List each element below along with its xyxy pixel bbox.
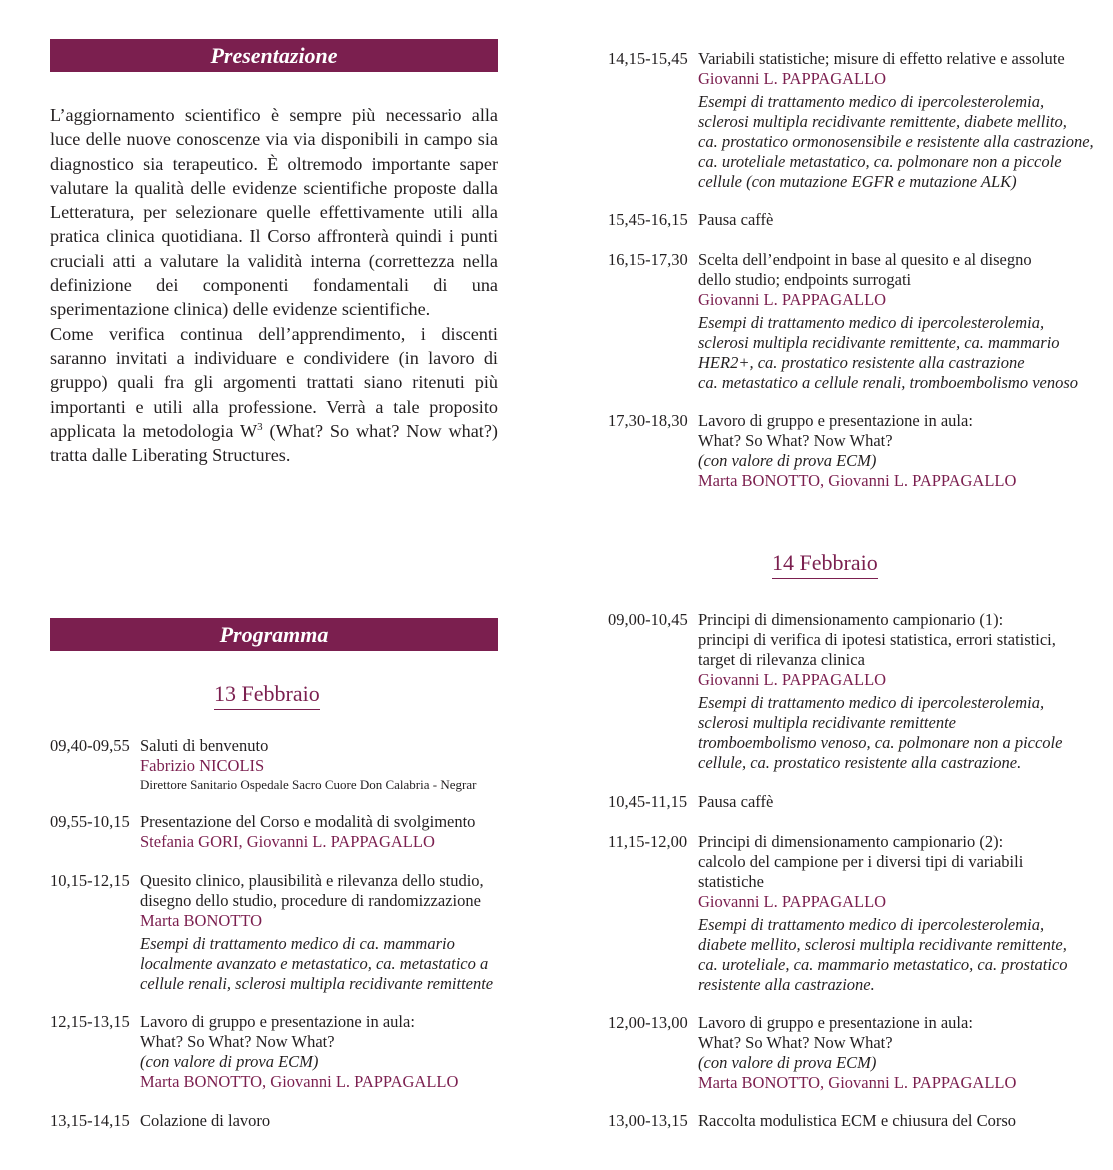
presentazione-banner (50, 39, 498, 72)
session-body (698, 1013, 1073, 1093)
session-title: Principi di dimensionamento campionario (2): (698, 832, 1004, 851)
session-title: disegno dello studio, procedure di randomizzazione (140, 891, 481, 910)
session-title: Presentazione del Corso e modalità di svolgimento (140, 812, 476, 831)
example-line: ca. uroteliale, ca. mammario metastatico, ca. prostatico (698, 955, 1068, 974)
example-line: Esempi di trattamento medico di ipercolesterolemia, (698, 915, 1045, 934)
example-line: ca. prostatico ormonosensibile e resistente alla castrazione, (698, 132, 1094, 151)
session-speaker: Marta BONOTTO, Giovanni L. PAPPAGALLO (140, 1072, 459, 1091)
session-body (698, 1111, 1073, 1131)
session-time: 09,40-09,55 (50, 736, 130, 755)
session-body (698, 792, 1073, 812)
session-time: 12,15-13,15 (50, 1012, 130, 1031)
session-body (698, 49, 1094, 192)
session-body (698, 210, 1073, 230)
session-examples (698, 915, 1073, 995)
example-line: tromboembolismo venoso, ca. polmonare non a piccole (698, 733, 1063, 752)
session-title: Lavoro di gruppo e presentazione in aula: (698, 1013, 973, 1032)
example-line: sclerosi multipla recidivante remittente, diabete mellito, (698, 112, 1067, 131)
session-title: principi di verifica di ipotesi statistica, errori statistici, (698, 630, 1056, 649)
example-line: sclerosi multipla recidivante remittente (698, 713, 956, 732)
session-time: 10,15-12,15 (50, 871, 130, 890)
session-body (698, 250, 1079, 393)
presentazione-text (50, 103, 498, 467)
example-line: HER2+, ca. prostatico resistente alla castrazione (698, 353, 1025, 372)
session-time: 10,45-11,15 (608, 792, 688, 811)
session-title: Lavoro di gruppo e presentazione in aula: (698, 411, 973, 430)
session-speaker: Giovanni L. PAPPAGALLO (698, 892, 887, 911)
example-line: cellule (con mutazione EGFR e mutazione ALK) (698, 172, 1017, 191)
session-body (140, 1111, 510, 1131)
session-title: statistiche (698, 872, 764, 891)
session-speaker: Giovanni L. PAPPAGALLO (698, 670, 887, 689)
session-title: Lavoro di gruppo e presentazione in aula: (140, 1012, 415, 1031)
session-title: Saluti di benvenuto (140, 736, 269, 755)
example-line: cellule, ca. prostatico resistente alla castrazione. (698, 753, 1022, 772)
day-heading-13-febbraio: 13 Febbraio (214, 681, 320, 710)
session-title: Colazione di lavoro (140, 1111, 271, 1130)
session-body (698, 832, 1073, 995)
session-time: 12,00-13,00 (608, 1013, 688, 1032)
example-line: localmente avanzato e metastatico, ca. metastatico a (140, 954, 489, 973)
session-body (140, 1012, 510, 1092)
session-title: What? So What? Now What? (698, 1033, 893, 1052)
session-speaker: Giovanni L. PAPPAGALLO (698, 69, 887, 88)
session-note: (con valore di prova ECM) (698, 1053, 877, 1072)
session-examples (698, 92, 1094, 192)
session-title: What? So What? Now What? (698, 431, 893, 450)
session-title: Principi di dimensionamento campionario (1): (698, 610, 1004, 629)
session-note: (con valore di prova ECM) (140, 1052, 319, 1071)
session-body (698, 610, 1073, 773)
session-title: dello studio; endpoints surrogati (698, 270, 912, 289)
example-line: Esempi di trattamento medico di ca. mammario (140, 934, 455, 953)
example-line: diabete mellito, sclerosi multipla recidivante remittente, (698, 935, 1067, 954)
session-body (140, 871, 510, 994)
session-time: 11,15-12,00 (608, 832, 688, 851)
session-speaker: Marta BONOTTO (140, 911, 263, 930)
session-body (698, 411, 1073, 491)
session-speaker: Giovanni L. PAPPAGALLO (698, 290, 887, 309)
session-examples (140, 934, 510, 994)
session-time: 15,45-16,15 (608, 210, 688, 229)
session-speaker: Marta BONOTTO, Giovanni L. PAPPAGALLO (698, 471, 1017, 490)
session-time: 09,55-10,15 (50, 812, 130, 831)
session-title: target di rilevanza clinica (698, 650, 865, 669)
example-line: resistente alla castrazione. (698, 975, 875, 994)
session-examples (698, 313, 1079, 393)
session-title: Pausa caffè (698, 210, 774, 229)
intro-paragraph-1: L’aggiornamento scientifico è sempre più necessario alla luce delle nuove conoscenze via via disponibili in campo sia diagnostico sia terapeutico. È oltremodo importante saper valutare la qualità delle evidenze scientifiche proposte dalla Letteratura, per selezionare quelle effettivamente utili alla pratica clinica quotidiana. Il Corso affronterà quindi i punti cruciali atti a valutare la validità interna (correttezza nella definizione dei componenti fondamentali di una sperimentazione clinica) delle evidenze scientifiche. (50, 105, 498, 320)
session-body (140, 736, 510, 794)
example-line: Esempi di trattamento medico di ipercolesterolemia, (698, 693, 1045, 712)
session-title: Quesito clinico, plausibilità e rilevanza dello studio, (140, 871, 484, 890)
example-line: ca. metastatico a cellule renali, tromboembolismo venoso (698, 373, 1079, 392)
session-note: (con valore di prova ECM) (698, 451, 877, 470)
example-line: ca. uroteliale metastatico, ca. polmonare non a piccole (698, 152, 1062, 171)
session-body (140, 812, 510, 852)
session-time: 14,15-15,45 (608, 49, 688, 68)
speaker-affiliation: Direttore Sanitario Ospedale Sacro Cuore Don Calabria - Negrar (140, 777, 477, 792)
session-title: Variabili statistiche; misure di effetto relative e assolute (698, 49, 1065, 68)
example-line: cellule renali, sclerosi multipla recidivante remittente (140, 974, 494, 993)
intro-paragraph-2: Come verifica continua dell’apprendimento, i discenti saranno invitati a individuare e condividere (in lavoro di gruppo) quali fra gli argomenti trattati siano ritenuti più importanti e utili alla professione. Verrà a tale proposito applicata la metodologia $W^3$ (What? So what? Now what?) tratta dalle Liberating Structures. (50, 323, 498, 466)
session-examples (698, 693, 1073, 773)
session-time: 09,00-10,45 (608, 610, 688, 629)
day-heading-14-febbraio: 14 Febbraio (772, 550, 878, 579)
session-title: Scelta dell’endpoint in base al quesito e al disegno (698, 250, 1032, 269)
session-time: 17,30-18,30 (608, 411, 688, 430)
session-speaker: Fabrizio NICOLIS (140, 756, 265, 775)
session-speaker: Marta BONOTTO, Giovanni L. PAPPAGALLO (698, 1073, 1017, 1092)
example-line: Esempi di trattamento medico di ipercolesterolemia, (698, 313, 1045, 332)
session-time: 13,00-13,15 (608, 1111, 688, 1130)
session-title: What? So What? Now What? (140, 1032, 335, 1051)
session-title: Raccolta modulistica ECM e chiusura del Corso (698, 1111, 1017, 1130)
example-line: sclerosi multipla recidivante remittente, ca. mammario (698, 333, 1060, 352)
programma-title: Programma (219, 621, 329, 647)
session-title: Pausa caffè (698, 792, 774, 811)
session-time: 13,15-14,15 (50, 1111, 130, 1130)
session-time: 16,15-17,30 (608, 250, 688, 269)
programma-banner (50, 618, 498, 651)
presentazione-title: Presentazione (210, 42, 338, 68)
session-speaker: Stefania GORI, Giovanni L. PAPPAGALLO (140, 832, 435, 851)
session-title: calcolo del campione per i diversi tipi di variabili (698, 852, 1024, 871)
example-line: Esempi di trattamento medico di ipercolesterolemia, (698, 92, 1045, 111)
